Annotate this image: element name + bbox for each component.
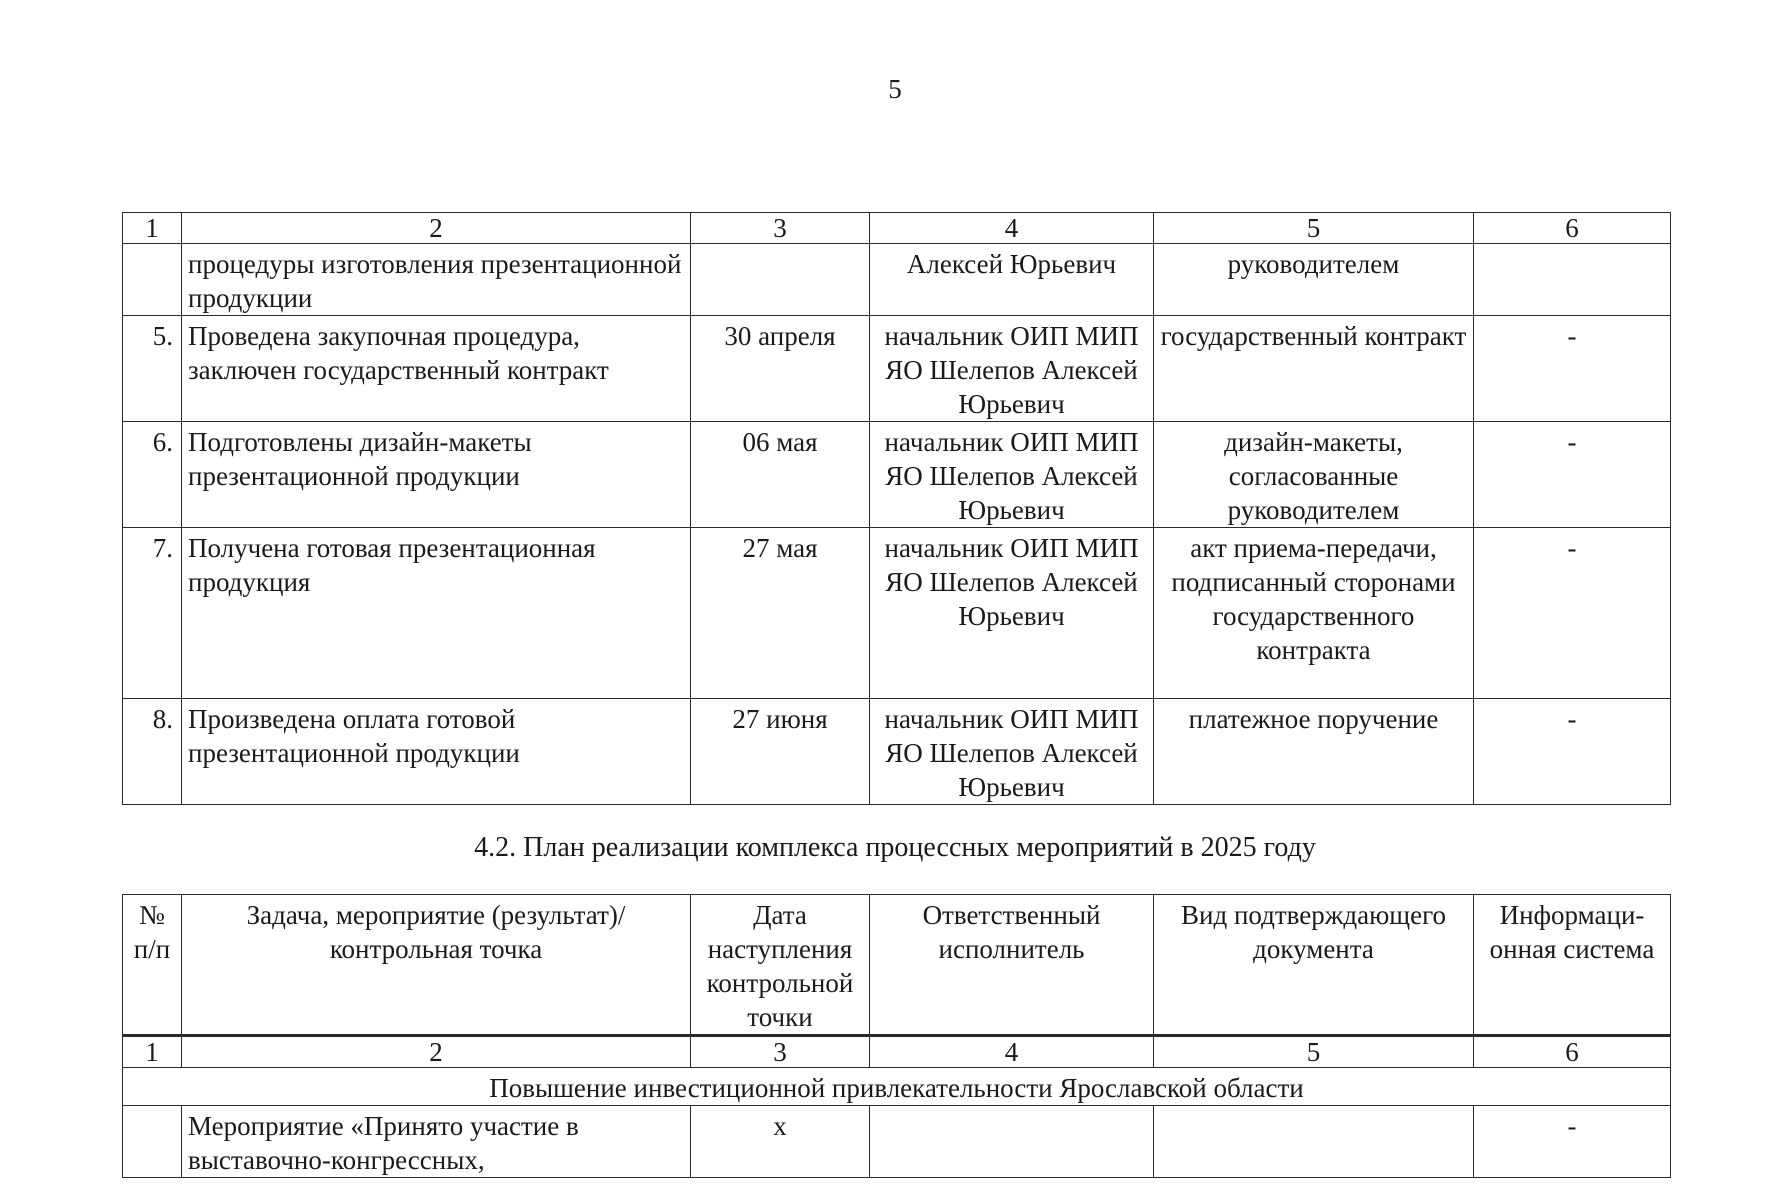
section-heading: 4.2. План реализации комплекса процессных мероприятий в 2025 году [474, 832, 1316, 863]
date-cell: 06 мая [691, 422, 870, 528]
header-number: № п/п [123, 895, 182, 1036]
header-date: Дата наступления контрольной точки [691, 895, 870, 1036]
col-index: 2 [182, 213, 691, 244]
table-row [123, 1106, 1671, 1178]
responsible-cell: начальник ОИП МИП ЯО Шелепов Алексей Юрьевич [870, 422, 1154, 528]
group-title: Повышение инвестиционной привлекательности Ярославской области [123, 1068, 1671, 1106]
date-cell: х [691, 1106, 870, 1178]
info-system-cell [1474, 244, 1671, 316]
header-info-system: Информаци-онная система [1474, 895, 1671, 1036]
row-number: 8. [123, 699, 182, 805]
task-cell: процедуры изготовления презентационной продукции [182, 244, 691, 316]
col-index: 3 [691, 1036, 870, 1068]
header-document: Вид подтверждающего документа [1154, 895, 1474, 1036]
responsible-cell: начальник ОИП МИП ЯО Шелепов Алексей Юрьевич [870, 316, 1154, 422]
task-cell: Произведена оплата готовой презентационной продукции [182, 699, 691, 805]
col-index: 5 [1154, 213, 1474, 244]
header-responsible: Ответственный исполнитель [870, 895, 1154, 1036]
date-cell [691, 244, 870, 316]
responsible-cell [870, 1106, 1154, 1178]
col-index: 5 [1154, 1036, 1474, 1068]
info-system-cell: - [1474, 699, 1671, 805]
table-row [123, 316, 1671, 422]
info-system-cell: - [1474, 1106, 1671, 1178]
table-row [123, 244, 1671, 316]
document-cell: руководителем [1154, 244, 1474, 316]
info-system-cell: - [1474, 316, 1671, 422]
table-row [123, 422, 1671, 528]
info-system-cell: - [1474, 528, 1671, 699]
process-activities-plan-table [122, 894, 1671, 1178]
date-cell: 27 мая [691, 528, 870, 699]
document-cell: государственный контракт [1154, 316, 1474, 422]
info-system-cell: - [1474, 422, 1671, 528]
row-number [123, 1106, 182, 1178]
col-index: 4 [870, 1036, 1154, 1068]
col-index: 6 [1474, 213, 1671, 244]
date-cell: 27 июня [691, 699, 870, 805]
control-points-table-continued [122, 212, 1671, 805]
row-number: 6. [123, 422, 182, 528]
document-cell: дизайн-макеты, согласованные руководителем [1154, 422, 1474, 528]
date-cell: 30 апреля [691, 316, 870, 422]
task-cell: Проведена закупочная процедура, заключен государственный контракт [182, 316, 691, 422]
col-index: 6 [1474, 1036, 1671, 1068]
table-header-row [123, 895, 1671, 1036]
col-index: 4 [870, 213, 1154, 244]
page-number: 5 [888, 74, 902, 104]
responsible-cell: начальник ОИП МИП ЯО Шелепов Алексей Юрьевич [870, 699, 1154, 805]
responsible-cell: начальник ОИП МИП ЯО Шелепов Алексей Юрьевич [870, 528, 1154, 699]
task-cell: Мероприятие «Принято участие в выставочно-конгрессных, [182, 1106, 691, 1178]
document-cell: платежное поручение [1154, 699, 1474, 805]
table-row [123, 528, 1671, 699]
document-cell [1154, 1106, 1474, 1178]
header-task: Задача, мероприятие (результат)/ контрольная точка [182, 895, 691, 1036]
group-row [123, 1068, 1671, 1106]
document-cell: акт приема-передачи, подписанный сторонами государственного контракта [1154, 528, 1474, 699]
column-index-row [123, 1036, 1671, 1068]
col-index: 3 [691, 213, 870, 244]
row-number [123, 244, 182, 316]
col-index: 1 [123, 1036, 182, 1068]
table-row [123, 699, 1671, 805]
responsible-cell: Алексей Юрьевич [870, 244, 1154, 316]
col-index: 2 [182, 1036, 691, 1068]
col-index: 1 [123, 213, 182, 244]
task-cell: Подготовлены дизайн-макеты презентационной продукции [182, 422, 691, 528]
task-cell: Получена готовая презентационная продукция [182, 528, 691, 699]
row-number: 5. [123, 316, 182, 422]
column-index-row [123, 213, 1671, 244]
row-number: 7. [123, 528, 182, 699]
